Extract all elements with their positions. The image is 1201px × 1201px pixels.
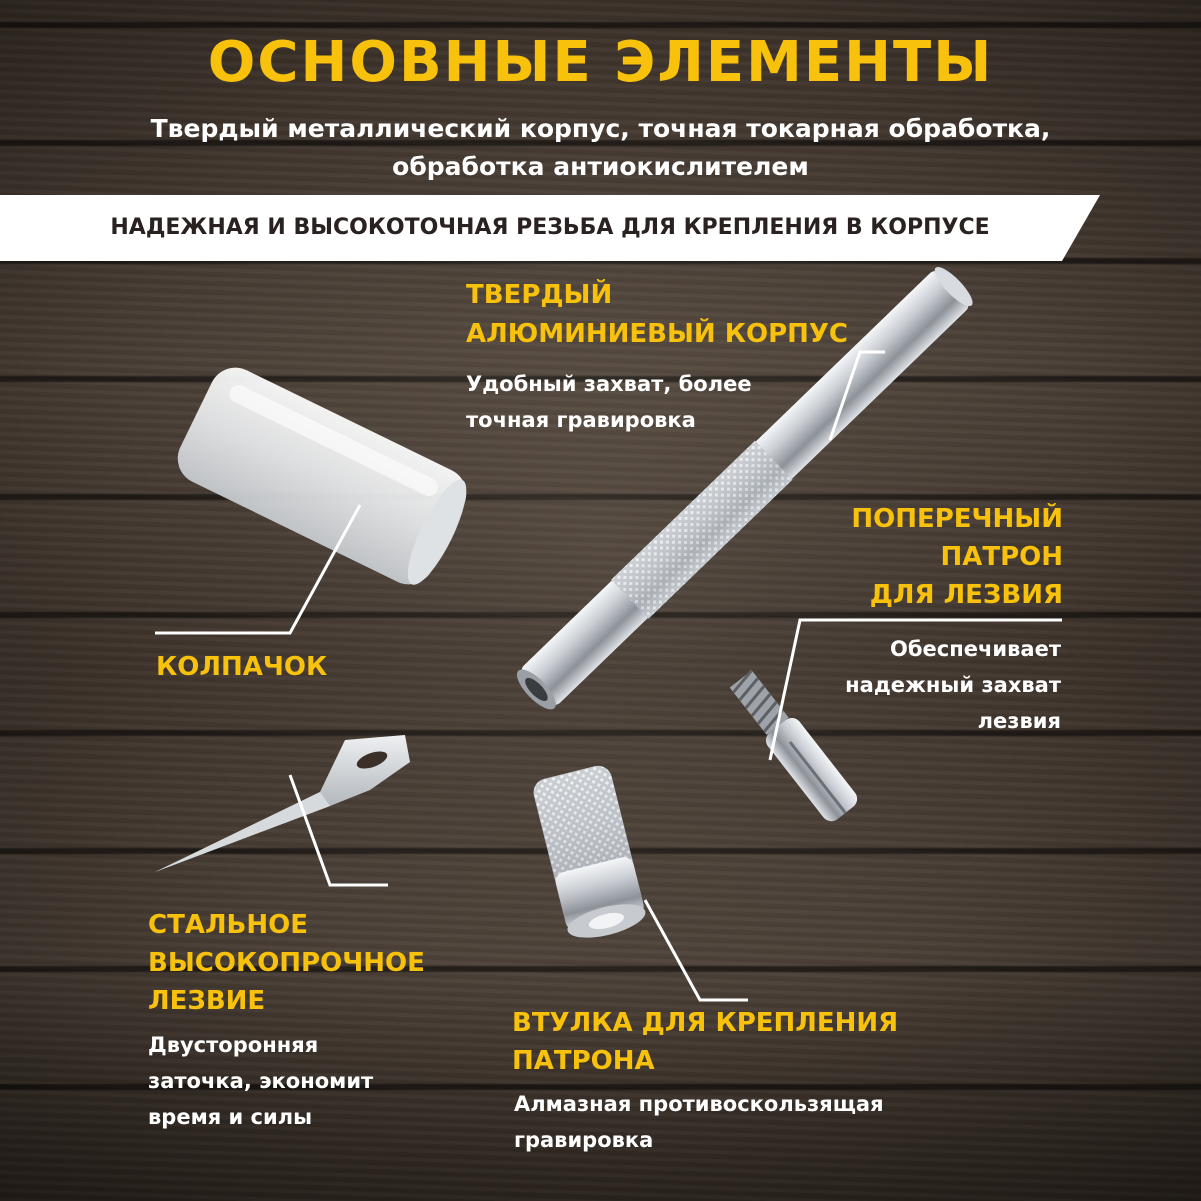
chuck-title-line2: ПАТРОН xyxy=(940,542,1063,572)
leader-line-sleeve xyxy=(645,900,748,1000)
leader-line-blade xyxy=(290,775,388,885)
leader-line-cap xyxy=(155,505,360,633)
body-desc-line2: точная гравировка xyxy=(466,408,696,432)
blade-title-line2: ВЫСОКОПРОЧНОЕ xyxy=(148,948,425,978)
chuck-desc-line2: надежный захват xyxy=(845,673,1061,697)
body-title-line2: АЛЮМИНИЕВЫЙ КОРПУС xyxy=(466,319,849,349)
sleeve-title-line2: ПАТРОНА xyxy=(512,1046,655,1076)
body-title-line1: ТВЕРДЫЙ xyxy=(466,280,613,310)
sleeve-title-line1: ВТУЛКА ДЛЯ КРЕПЛЕНИЯ xyxy=(512,1008,899,1038)
page-title: ОСНОВНЫЕ ЭЛЕМЕНТЫ xyxy=(207,30,994,95)
chuck-desc-line3: лезвия xyxy=(977,709,1061,733)
sleeve-desc-line2: гравировка xyxy=(514,1128,654,1152)
cap-title: КОЛПАЧОК xyxy=(156,652,328,682)
blade-desc-line1: Двусторонняя xyxy=(148,1033,319,1057)
chuck-desc-line1: Обеспечивает xyxy=(890,637,1061,661)
sleeve-desc-line1: Алмазная противоскользящая xyxy=(514,1092,884,1116)
banner-text: НАДЕЖНАЯ И ВЫСОКОТОЧНАЯ РЕЗЬБА ДЛЯ КРЕПЛЕНИЯ В КОРПУСЕ xyxy=(110,215,990,240)
body-desc-line1: Удобный захват, более xyxy=(466,372,752,396)
leader-line-body xyxy=(830,352,885,440)
blade-title-line3: ЛЕЗВИЕ xyxy=(148,986,266,1016)
chuck-title-line1: ПОПЕРЕЧНЫЙ xyxy=(851,504,1063,534)
blade-desc-line3: время и силы xyxy=(148,1105,313,1129)
blade-title-line1: СТАЛЬНОЕ xyxy=(148,910,308,940)
chuck-title-line3: ДЛЯ ЛЕЗВИЯ xyxy=(869,580,1063,610)
page-subtitle: Твердый металлический корпус, точная токарная обработка, обработка антиокислителем xyxy=(150,114,1051,181)
blade-desc-line2: заточка, экономит xyxy=(148,1069,374,1093)
